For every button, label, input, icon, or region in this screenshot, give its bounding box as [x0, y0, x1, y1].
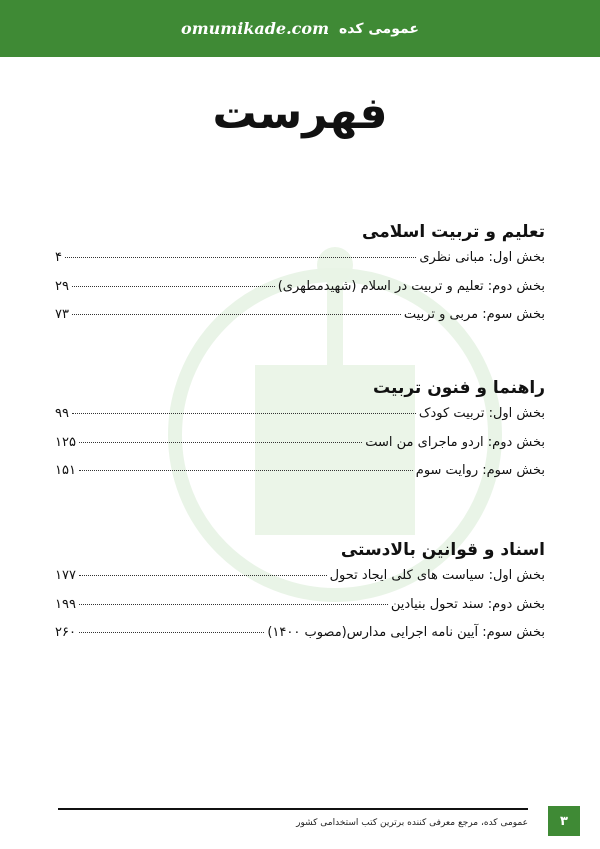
entry-label: بخش سوم: مربی و تربیت [403, 307, 545, 322]
entry-label: بخش دوم: سند تحول بنیادین [390, 596, 545, 612]
toc-entry[interactable] [55, 279, 545, 308]
entry-page: ۲۶۰ [55, 625, 76, 640]
toc-section [55, 222, 545, 336]
toc-entry[interactable] [55, 307, 545, 336]
dot-leader [79, 575, 327, 576]
dot-leader [72, 286, 275, 287]
dot-leader [65, 257, 416, 258]
toc-entry[interactable] [55, 406, 545, 435]
dot-leader [79, 470, 413, 471]
entry-label: بخش اول: تربیت کودک [418, 406, 545, 421]
dot-leader [79, 632, 264, 633]
toc-entry[interactable] [55, 568, 545, 597]
section-heading: اسناد و قوانین بالادستی [340, 540, 545, 560]
toc-section [55, 378, 545, 492]
site-url[interactable]: omumikade.com [181, 19, 330, 38]
dot-leader [79, 442, 362, 443]
entry-label: بخش دوم: اردو ماجرای من است [365, 434, 545, 450]
entry-label: بخش سوم: آیین نامه اجرایی مدارس(مصوب ۱۴۰۰) [267, 625, 545, 640]
dot-leader [72, 413, 416, 414]
entry-page: ۴ [55, 250, 62, 265]
page-title: فهرست [212, 88, 388, 139]
brand-name: عمومی کده [339, 20, 419, 37]
header-bar [0, 0, 600, 57]
entry-label: بخش اول: سیاست های کلی ایجاد تحول [329, 568, 545, 583]
toc-entry[interactable] [55, 625, 545, 654]
entry-page: ۷۳ [55, 307, 69, 322]
entry-page: ۱۹۹ [55, 596, 76, 612]
entry-label: بخش سوم: روایت سوم [415, 463, 545, 478]
section-heading: تعلیم و تربیت اسلامی [362, 222, 545, 242]
entry-page: ۱۲۵ [55, 434, 76, 450]
footer-text: عمومی کده، مرجع معرفی کننده برترین کتب استخدامی کشور [296, 818, 528, 828]
toc-section [55, 540, 545, 654]
entry-page: ۹۹ [55, 406, 69, 421]
toc-entry[interactable] [55, 597, 545, 626]
dot-leader [79, 604, 388, 605]
toc-entry[interactable] [55, 435, 545, 464]
section-heading: راهنما و فنون تربیت [373, 378, 545, 398]
toc-entry[interactable] [55, 250, 545, 279]
entry-page: ۲۹ [55, 278, 69, 294]
dot-leader [72, 314, 401, 315]
entry-page: ۱۵۱ [55, 463, 76, 478]
toc-entry[interactable] [55, 463, 545, 492]
footer-divider [58, 808, 528, 810]
entry-label: بخش دوم: تعلیم و تربیت در اسلام (شهیدمطهری) [277, 278, 545, 294]
page-number: ۳ [548, 806, 580, 836]
entry-label: بخش اول: مبانی نظری [419, 250, 545, 265]
entry-page: ۱۷۷ [55, 568, 76, 583]
